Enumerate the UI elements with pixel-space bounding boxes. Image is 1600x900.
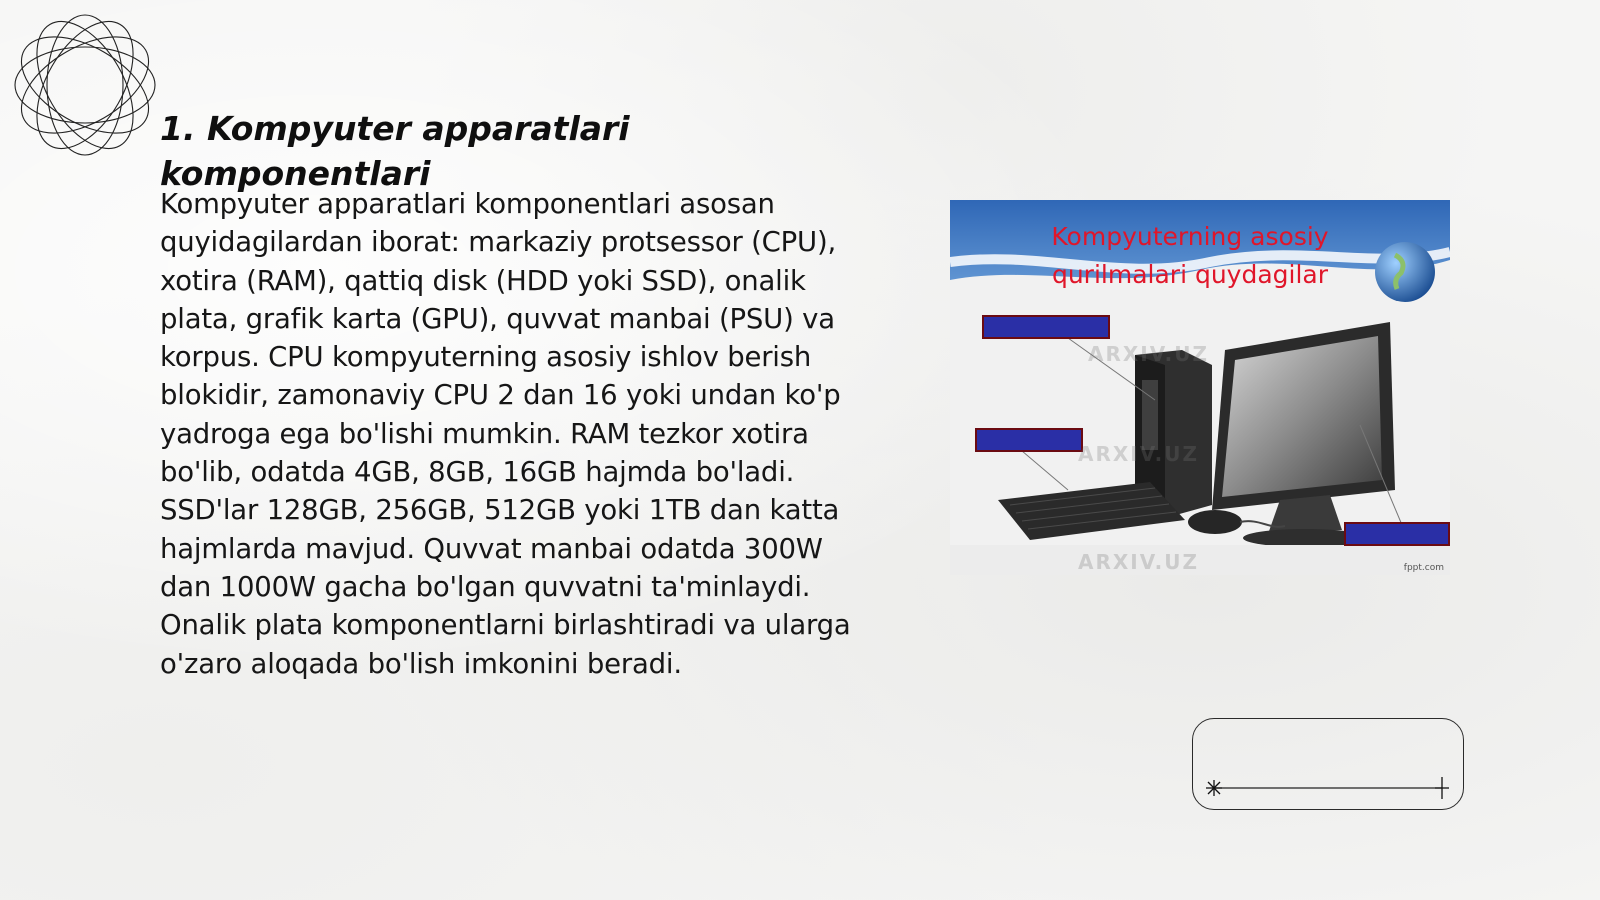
figure-watermark: ARXIV.UZ xyxy=(1078,550,1199,574)
figure-watermark: ARXIV.UZ xyxy=(1088,342,1209,366)
figure-heading-line1: Kompyuterning asosiy xyxy=(1051,222,1329,251)
figure-credit: fppt.com xyxy=(1403,563,1444,573)
slide-title: 1. Kompyuter apparatlari komponentlari xyxy=(160,109,630,193)
figure-heading xyxy=(950,218,1430,294)
decorative-orb-icon xyxy=(10,10,160,160)
figure-watermark: ARXIV.UZ xyxy=(1078,442,1199,466)
figure-label-box xyxy=(975,428,1083,452)
slide-body-text: Kompyuter apparatlari komponentlari asosan quyidagilardan iborat: markaziy protsessor (CPU), xotira (RAM), qattiq disk (HDD yoki SSD), onalik plata, grafik karta (GPU), quvvat manbai (PSU) va korpus. CPU kompyuterning asosiy ishlov berish blokidir, zamonaviy CPU 2 dan 16 yoki undan ko'p yadroga ega bo'lishi mumkin. RAM tezkor xotira bo'lib, odatda 4GB, 8GB, 16GB hajmda bo'ladi. SSD'lar 128GB, 256GB, 512GB yoki 1TB dan katta hajmlarda mavjud. Quvvat manbai odatda 300W dan 1000W gacha bo'lgan quvvatni ta'minlaydi. Onalik plata komponentlarni birlashtiradi va ularga o'zaro aloqada bo'lish imkonini beradi. xyxy=(160,188,851,680)
figure-heading-line2: qurilmalari quydagilar xyxy=(1051,260,1329,289)
figure-label-box xyxy=(982,315,1110,339)
decorative-line-icon xyxy=(1192,718,1464,810)
decorative-rounded-box xyxy=(1192,718,1464,810)
computer-components-image xyxy=(950,200,1450,575)
figure-label-box xyxy=(1344,522,1450,546)
